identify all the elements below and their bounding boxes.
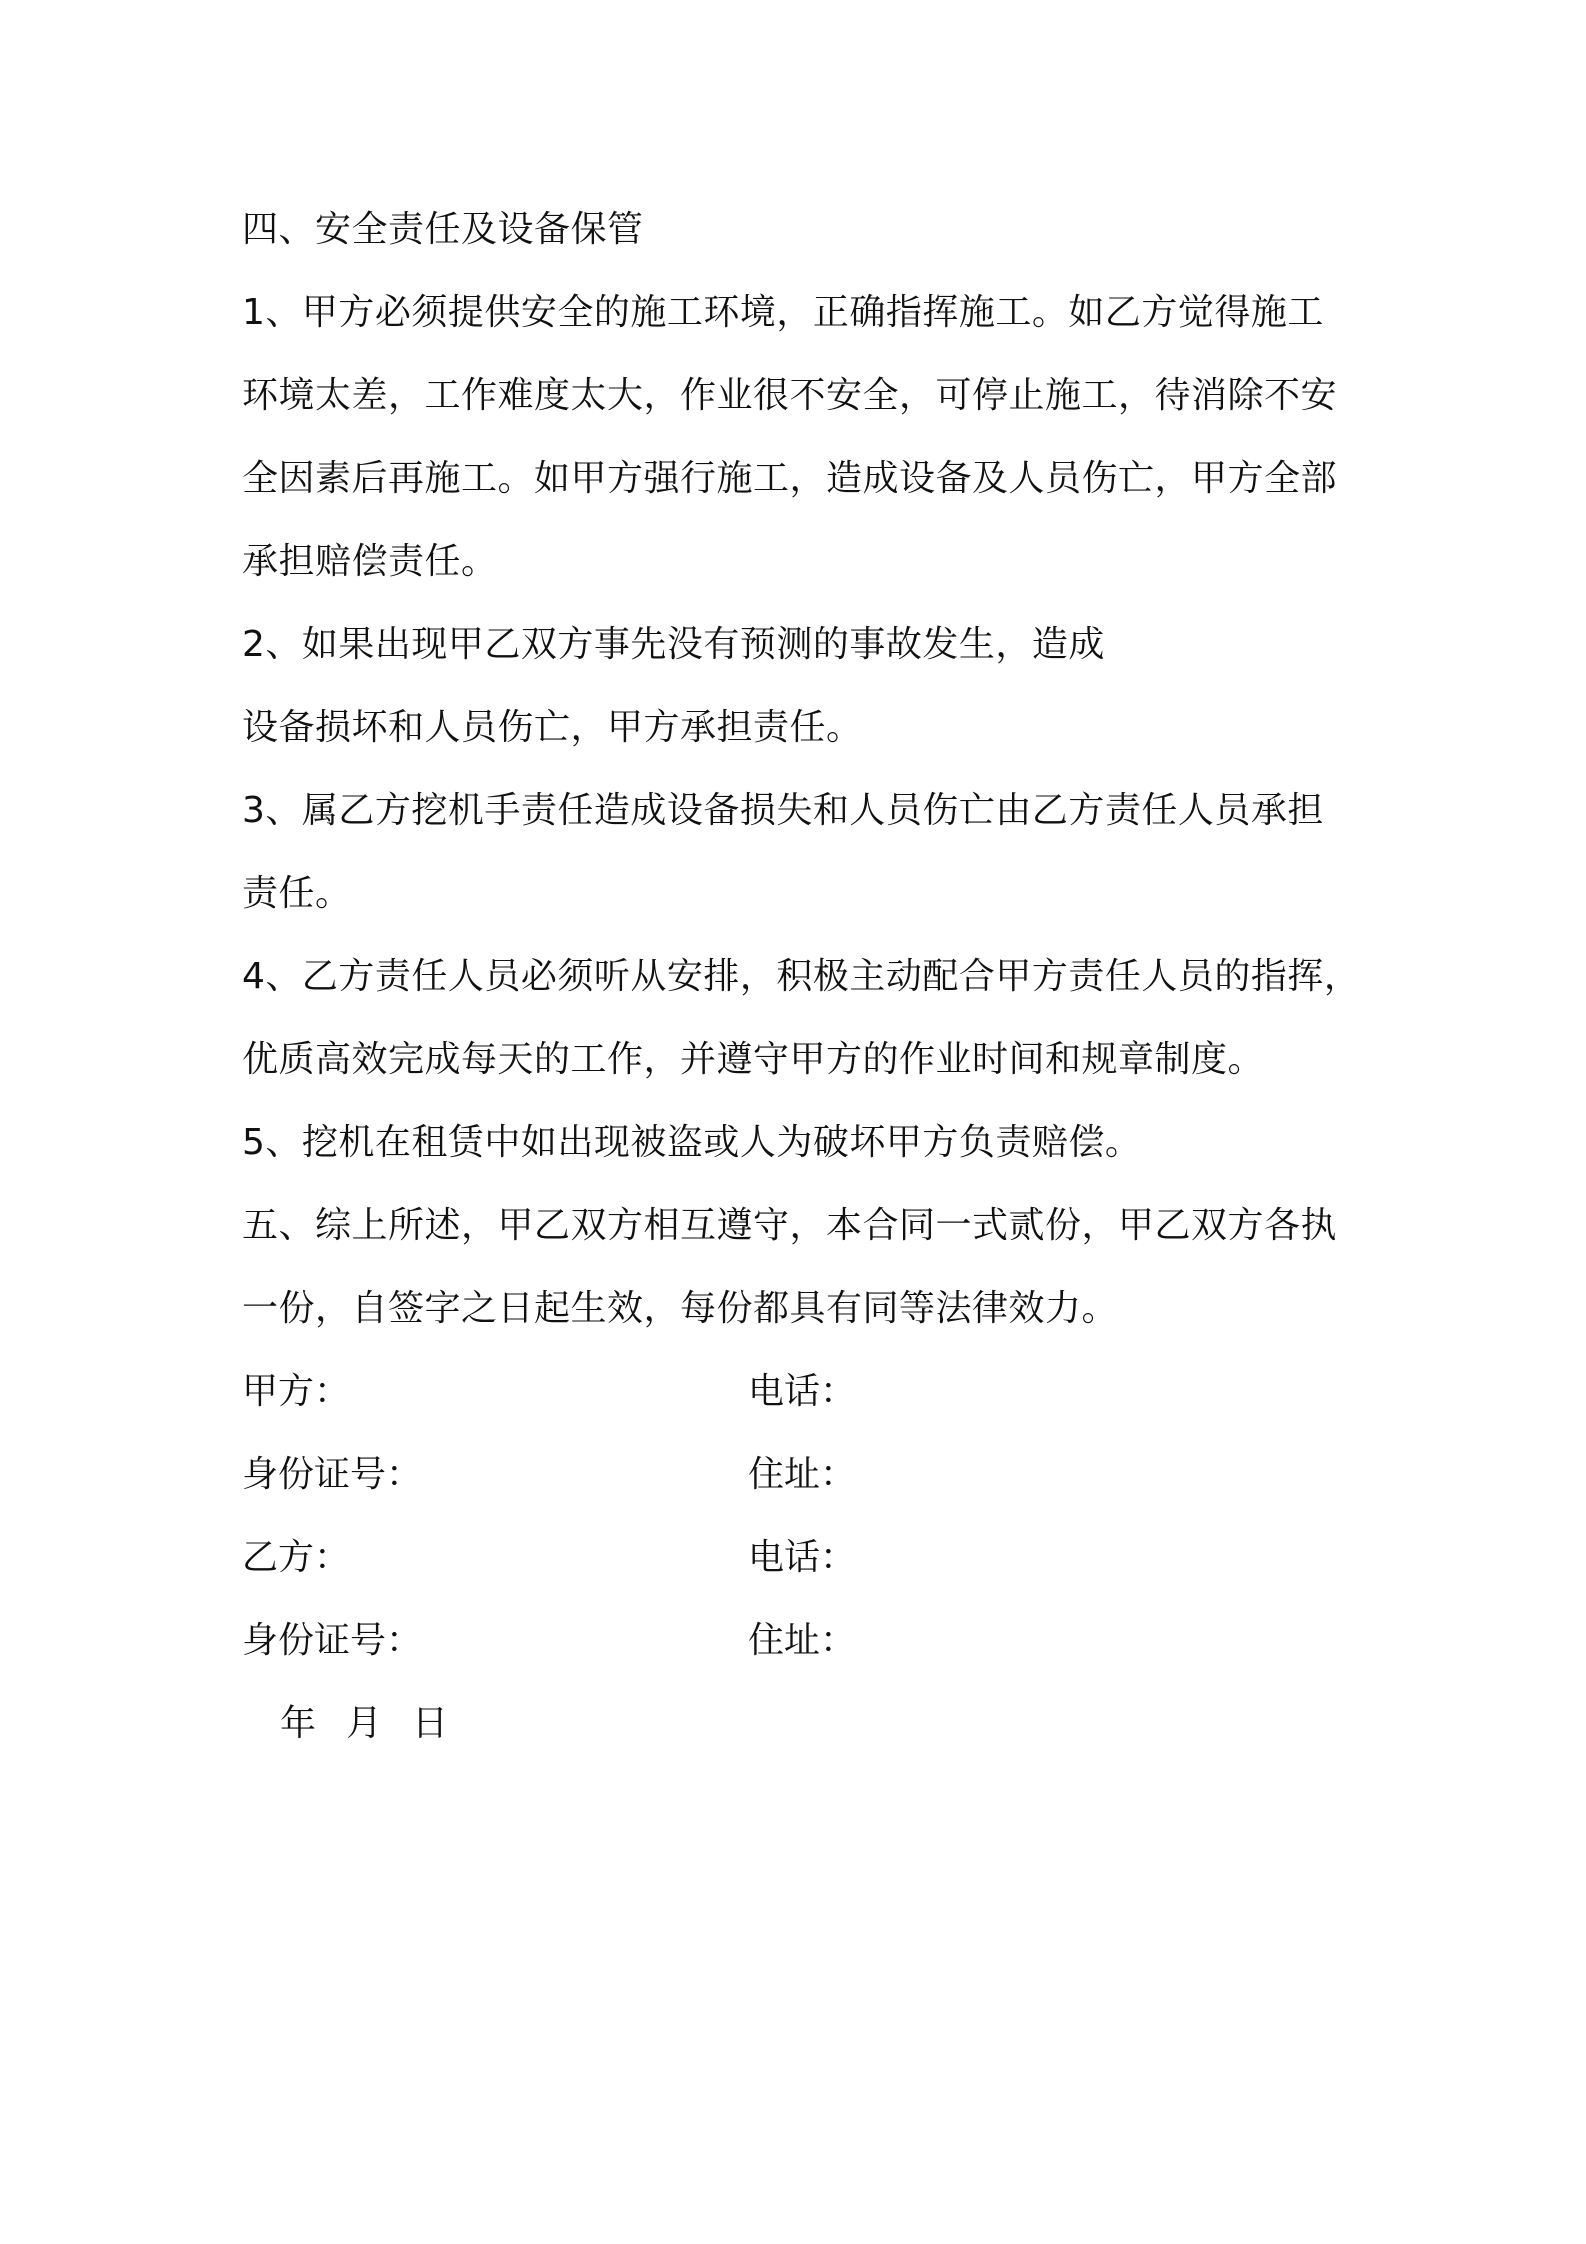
party-a-address-label: 住址： <box>748 1454 857 1495</box>
clause-3-line-2: 责任。 <box>242 873 352 914</box>
clause-5-line-1: 5、挖机在租赁中如出现被盗或人为破坏甲方负责赔偿。 <box>242 1122 1142 1163</box>
signature-date <box>280 1701 478 1747</box>
party-a-label: 甲方： <box>242 1371 351 1412</box>
section-5-line-1: 五、综上所述，甲乙双方相互遵守，本合同一式贰份，甲乙双方各执 <box>242 1205 1338 1246</box>
party-b-address-label: 住址： <box>748 1620 857 1661</box>
clause-4-line-2: 优质高效完成每天的工作，并遵守甲方的作业时间和规章制度。 <box>242 1039 1265 1080</box>
party-a-id-label: 身份证号： <box>242 1454 423 1495</box>
clause-3-line-1: 3、属乙方挖机手责任造成设备损失和人员伤亡由乙方责任人员承担 <box>242 790 1324 831</box>
clause-1-line-2: 环境太差，工作难度太大，作业很不安全，可停止施工，待消除不安 <box>242 375 1338 416</box>
clause-2-line-1: 2、如果出现甲乙双方事先没有预测的事故发生，造成 <box>242 624 1105 665</box>
party-b-phone-label: 电话： <box>748 1537 857 1578</box>
party-b-id-label: 身份证号： <box>242 1620 423 1661</box>
section-5-line-2: 一份，自签字之日起生效，每份都具有同等法律效力。 <box>242 1288 1119 1329</box>
section-heading-4: 四、安全责任及设备保管 <box>242 209 644 250</box>
party-a-phone-label: 电话： <box>748 1371 857 1412</box>
date-day-label: 日 <box>412 1703 449 1744</box>
date-month-label: 月 <box>346 1703 383 1744</box>
date-year-label: 年 <box>280 1703 317 1744</box>
clause-1-line-3: 全因素后再施工。如甲方强行施工，造成设备及人员伤亡，甲方全部 <box>242 458 1338 499</box>
clause-1-line-4: 承担赔偿责任。 <box>242 541 498 582</box>
clause-4-line-1: 4、乙方责任人员必须听从安排，积极主动配合甲方责任人员的指挥， <box>242 956 1361 997</box>
party-b-label: 乙方： <box>242 1537 351 1578</box>
clause-2-line-2: 设备损坏和人员伤亡，甲方承担责任。 <box>242 707 863 748</box>
clause-1-line-1: 1、甲方必须提供安全的施工环境，正确指挥施工。如乙方觉得施工 <box>242 292 1324 333</box>
